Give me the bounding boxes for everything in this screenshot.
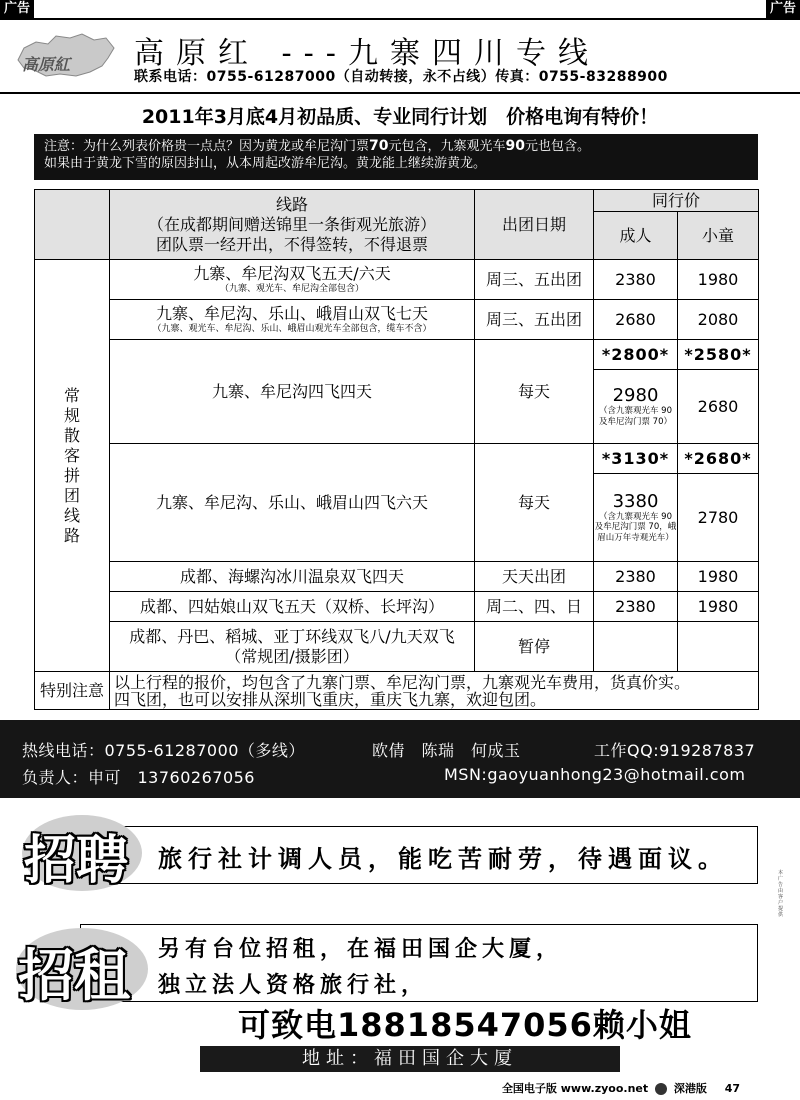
child-price: 1980 <box>678 260 759 300</box>
headline: 2011年3月底4月初品质、专业同行计划 价格电询有特价！ <box>141 106 659 128</box>
child-price: 1980 <box>678 562 759 592</box>
rent-line-1: 另有台位招租，在福田国企大厦， <box>158 936 564 962</box>
price-header: 同行价 <box>594 190 759 212</box>
table-row <box>35 444 759 474</box>
route-date: 暂停 <box>475 622 594 672</box>
route-header: 线路 （在成都期间赠送锦里一条街观光旅游） 团队票一经开出，不得签转，不得退票 <box>110 190 475 260</box>
table-row <box>35 622 759 672</box>
footer-logo-icon <box>655 1083 667 1095</box>
adult-price: 2680 <box>594 300 678 340</box>
side-vertical-note: 本广告由客户提供 <box>778 870 784 918</box>
special-text: 以上行程的报价，均包含了九寨门票、牟尼沟门票，九寨观光车费用，货真价实。 四飞团，也可以安排从深圳飞重庆，重庆飞九寨，欢迎包团。 <box>110 672 759 710</box>
hotline-qq: 工作QQ:919287837 <box>594 741 756 760</box>
adult-price: 2380 <box>594 592 678 622</box>
hotline-phone: 热线电话：0755-61287000（多线） <box>22 741 305 760</box>
route-name: 九寨、牟尼沟双飞五天/六天 （九寨、观光车、牟尼沟全部包含） <box>110 260 475 300</box>
route-name: 成都、海螺沟冰川温泉双飞四天 <box>110 562 475 592</box>
ad-tag-right: 广告 <box>766 0 800 18</box>
adult-price: 2380 <box>594 260 678 300</box>
route-name: 九寨、牟尼沟四飞四天 <box>110 340 475 444</box>
notice-line-2: 如果由于黄龙下雪的原因封山，从本周起改游牟尼沟。黄龙能上继续游黄龙。 <box>44 156 487 171</box>
ad-tag-left: 广告 <box>0 0 34 18</box>
route-name: 九寨、牟尼沟、乐山、峨眉山双飞七天 （九寨、观光车、牟尼沟、乐山、峨眉山观光车全部包含，缆车不含） <box>110 300 475 340</box>
route-name: 成都、丹巴、稻城、亚丁环线双飞八/九天双飞（常规团/摄影团） <box>110 622 475 672</box>
date-header: 出团日期 <box>475 190 594 260</box>
footer-site: 全国电子版 www.zyoo.net <box>501 1082 649 1095</box>
table-row <box>35 300 759 340</box>
route-date: 天天出团 <box>475 562 594 592</box>
notice-box <box>34 134 758 180</box>
table-row <box>35 340 759 370</box>
route-date: 每天 <box>475 340 594 444</box>
adult-price: 2380 <box>594 562 678 592</box>
logo-text: 高原紅 <box>22 55 71 74</box>
table-row <box>35 260 759 300</box>
child-price: 2680 <box>678 370 759 444</box>
special-label: 特别注意 <box>35 672 110 710</box>
page-number: 47 <box>724 1082 740 1095</box>
hotline-msn: MSN:gaoyuanhong23@hotmail.com <box>444 765 746 784</box>
notice-line-1: 注意：为什么列表价格贵一点点？因为黄龙或牟尼沟门票70元包含，九寨观光车90元也包含。 <box>44 138 591 154</box>
rent-stamp: 招租 <box>18 943 130 1009</box>
china-map-icon <box>10 30 120 82</box>
table-row <box>35 562 759 592</box>
adult-price-cell: 3380 （含九寨观光车 90 及牟尼沟门票 70，峨眉山万年寺观光车） <box>594 474 678 562</box>
adult-price <box>594 622 678 672</box>
footer <box>502 1080 740 1096</box>
logo <box>10 30 120 82</box>
hotline-manager: 负责人：申可 13760267056 <box>22 768 255 787</box>
child-header: 小童 <box>678 212 759 260</box>
child-price: 1980 <box>678 592 759 622</box>
child-price: 2780 <box>678 474 759 562</box>
adult-price-cell: 2980 （含九寨观光车 90 及牟尼沟门票 70） <box>594 370 678 444</box>
side-label: 常规散客拼团线路 <box>35 260 110 672</box>
recruit-stamp: 招聘 <box>24 830 129 891</box>
adult-header: 成人 <box>594 212 678 260</box>
rent-line-2: 独立法人资格旅行社， <box>158 972 429 998</box>
route-date: 周二、四、日 <box>475 592 594 622</box>
hotline-band <box>0 720 800 798</box>
rent-phone: 可致电18818547056赖小姐 <box>238 1006 692 1044</box>
footer-edition: 深港版 <box>673 1082 707 1095</box>
child-special-price: *2580* <box>678 340 759 370</box>
route-name: 九寨、牟尼沟、乐山、峨眉山四飞六天 <box>110 444 475 562</box>
header <box>0 18 800 94</box>
adult-special-price: *2800* <box>594 340 678 370</box>
brand-title: 高原红 ---九寨四川专线 <box>134 36 600 71</box>
contact-line: 联系电话：0755-61287000（自动转接，永不占线）传真：0755-83288900 <box>134 69 668 85</box>
child-special-price: *2680* <box>678 444 759 474</box>
route-date: 周三、五出团 <box>475 260 594 300</box>
table-corner <box>35 190 110 260</box>
routes-table <box>34 189 759 710</box>
address: 地址：福田国企大厦 <box>200 1046 620 1072</box>
hotline-staff: 欧倩 陈瑞 何成玉 <box>372 741 521 760</box>
child-price <box>678 622 759 672</box>
special-note-row <box>35 672 759 710</box>
table-row <box>35 592 759 622</box>
recruit-text: 旅行社计调人员，能吃苦耐劳，待遇面议。 <box>158 844 728 873</box>
route-date: 每天 <box>475 444 594 562</box>
route-name: 成都、四姑娘山双飞五天（双桥、长坪沟） <box>110 592 475 622</box>
route-date: 周三、五出团 <box>475 300 594 340</box>
child-price: 2080 <box>678 300 759 340</box>
adult-special-price: *3130* <box>594 444 678 474</box>
